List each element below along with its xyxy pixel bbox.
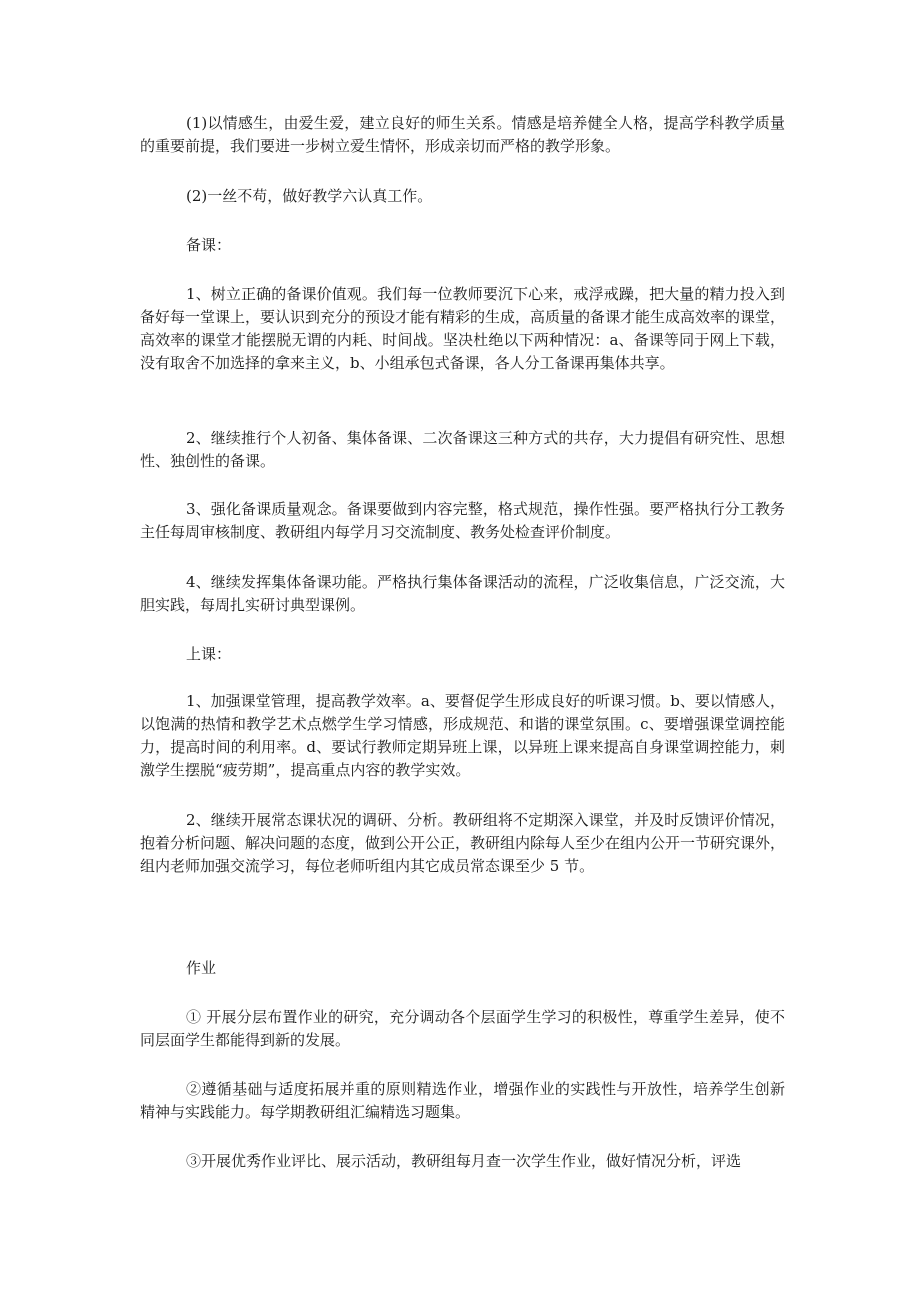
paragraph-class-1: 1、加强课堂管理，提高教学效率。a、要督促学生形成良好的听课习惯。b、要以情感人，以饱满的热情和教学艺术点燃学生学习情感，形成规范、和谐的课堂氛围。c、要增强课堂调控能力，提高时间的利用率。d、要试行教师定期异班上课，以异班上课来提高自身课堂调控能力，刺激学生摆脱“疲劳期”，提高重点内容的教学实效。 <box>140 692 785 779</box>
heading-homework: 作业 <box>186 959 217 977</box>
heading-lesson-prep: 备课： <box>186 236 232 254</box>
paragraph-prep-3: 3、强化备课质量观念。备课要做到内容完整，格式规范，操作性强。要严格执行分工教务主任每周审核制度、教研组内每学月习交流制度、教务处检查评价制度。 <box>140 500 785 541</box>
heading-class: 上课： <box>186 645 232 663</box>
paragraph-six-tasks: (2)一丝不苟，做好教学六认真工作。 <box>186 187 433 205</box>
paragraph-prep-2: 2、继续推行个人初备、集体备课、二次备课这三种方式的共存，大力提倡有研究性、思想性、独创性的备课。 <box>140 429 785 470</box>
paragraph-homework-1: ① 开展分层布置作业的研究，充分调动各个层面学生学习的积极性，尊重学生差异，使不同层面学生都能得到新的发展。 <box>140 1008 785 1049</box>
paragraph-emotion: (1)以情感生，由爱生爱，建立良好的师生关系。情感是培养健全人格，提高学科教学质量的重要前提，我们要进一步树立爱生情怀，形成亲切而严格的教学形象。 <box>140 114 785 155</box>
paragraph-homework-2: ②遵循基础与适度拓展并重的原则精选作业，增强作业的实践性与开放性，培养学生创新精神与实践能力。每学期教研组汇编精选习题集。 <box>140 1080 785 1121</box>
paragraph-prep-1: 1、树立正确的备课价值观。我们每一位教师要沉下心来，戒浮戒躁，把大量的精力投入到备好每一堂课上，要认识到充分的预设才能有精彩的生成，高质量的备课才能生成高效率的课堂，高效率的课堂才能摆脱无谓的内耗、时间战。坚决杜绝以下两种情况：a、备课等同于网上下载，没有取舍不加选择的拿来主义，b、小组承包式备课，各人分工备课再集体共享。 <box>140 285 786 372</box>
paragraph-homework-3: ③开展优秀作业评比、展示活动，教研组每月查一次学生作业，做好情况分析，评选 <box>186 1152 742 1170</box>
paragraph-prep-4: 4、继续发挥集体备课功能。严格执行集体备课活动的流程，广泛收集信息，广泛交流，大胆实践，每周扎实研讨典型课例。 <box>140 573 785 614</box>
paragraph-class-2: 2、继续开展常态课状况的调研、分析。教研组将不定期深入课堂，并及时反馈评价情况，抱着分析问题、解决问题的态度，做到公开公正，教研组内除每人至少在组内公开一节研究课外，组内老师加强交流学习，每位老师听组内其它成员常态课至少 5 节。 <box>140 811 786 875</box>
